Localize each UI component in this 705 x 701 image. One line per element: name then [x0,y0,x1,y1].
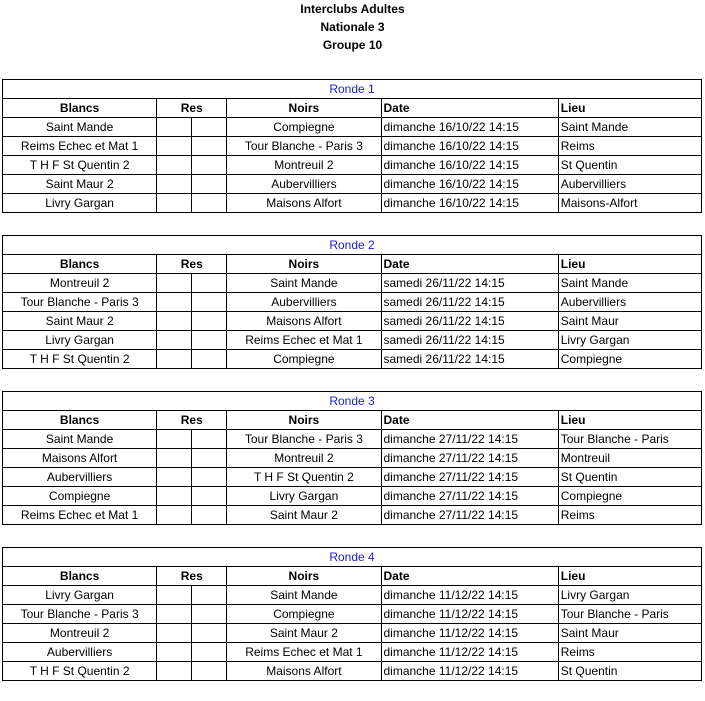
result-white-cell [157,506,192,525]
result-white-cell [157,118,192,137]
table-row [3,643,702,662]
result-white-cell [157,156,192,175]
result-black-cell [192,293,227,312]
result-white-cell [157,350,192,369]
result-black-cell [192,506,227,525]
table-row [3,137,702,156]
white-team-cell: Saint Maur 2 [3,312,157,331]
result-black-cell [192,643,227,662]
black-team-cell: Montreuil 2 [227,156,381,175]
table-row [3,430,702,449]
result-black-cell [192,118,227,137]
page-header [0,0,705,54]
table-row [3,194,702,213]
table-row [3,662,702,681]
venue-cell: Reims [558,137,701,156]
round-title: Ronde 3 [3,392,702,411]
venue-cell: Aubervilliers [558,293,701,312]
white-team-cell: T H F St Quentin 2 [3,662,157,681]
date-cell: samedi 26/11/22 14:15 [381,293,558,312]
column-header-noirs: Noirs [227,567,381,586]
white-team-cell: Reims Echec et Mat 1 [3,137,157,156]
round-2-table [2,235,702,369]
result-black-cell [192,350,227,369]
result-black-cell [192,331,227,350]
venue-cell: Tour Blanche - Paris [558,605,701,624]
column-header-blancs: Blancs [3,411,157,430]
result-black-cell [192,624,227,643]
column-header-lieu: Lieu [558,99,701,118]
table-row [3,175,702,194]
column-header-noirs: Noirs [227,411,381,430]
column-header-blancs: Blancs [3,99,157,118]
venue-cell: Reims [558,643,701,662]
table-row [3,605,702,624]
venue-cell: Tour Blanche - Paris [558,430,701,449]
schedule-table [2,391,702,525]
venue-cell: Saint Mande [558,118,701,137]
round-4-table [2,547,702,681]
result-black-cell [192,274,227,293]
table-row [3,487,702,506]
date-cell: dimanche 11/12/22 14:15 [381,643,558,662]
result-white-cell [157,194,192,213]
result-white-cell [157,293,192,312]
round-3-table [2,391,702,525]
white-team-cell: Montreuil 2 [3,624,157,643]
venue-cell: St Quentin [558,156,701,175]
black-team-cell: Reims Echec et Mat 1 [227,331,381,350]
result-white-cell [157,586,192,605]
result-white-cell [157,430,192,449]
white-team-cell: Saint Mande [3,430,157,449]
venue-cell: Aubervilliers [558,175,701,194]
result-white-cell [157,137,192,156]
white-team-cell: Livry Gargan [3,194,157,213]
black-team-cell: Saint Maur 2 [227,506,381,525]
result-black-cell [192,487,227,506]
black-team-cell: Saint Mande [227,586,381,605]
white-team-cell: Livry Gargan [3,331,157,350]
date-cell: dimanche 11/12/22 14:15 [381,586,558,605]
venue-cell: Saint Maur [558,312,701,331]
white-team-cell: Livry Gargan [3,586,157,605]
venue-cell: Montreuil [558,449,701,468]
result-black-cell [192,156,227,175]
result-white-cell [157,605,192,624]
venue-cell: Livry Gargan [558,586,701,605]
round-title: Ronde 4 [3,548,702,567]
column-header-lieu: Lieu [558,411,701,430]
white-team-cell: T H F St Quentin 2 [3,156,157,175]
result-black-cell [192,586,227,605]
black-team-cell: Reims Echec et Mat 1 [227,643,381,662]
column-header-row [3,567,702,586]
white-team-cell: Tour Blanche - Paris 3 [3,605,157,624]
black-team-cell: Compiegne [227,605,381,624]
column-header-blancs: Blancs [3,255,157,274]
white-team-cell: Aubervilliers [3,643,157,662]
column-header-lieu: Lieu [558,255,701,274]
table-row [3,331,702,350]
date-cell: dimanche 16/10/22 14:15 [381,137,558,156]
date-cell: samedi 26/11/22 14:15 [381,350,558,369]
table-row [3,118,702,137]
column-header-lieu: Lieu [558,567,701,586]
column-header-res: Res [157,255,227,274]
round-title-row [3,80,702,99]
column-header-date: Date [381,99,558,118]
black-team-cell: Compiegne [227,350,381,369]
black-team-cell: Saint Maur 2 [227,624,381,643]
black-team-cell: Tour Blanche - Paris 3 [227,137,381,156]
date-cell: samedi 26/11/22 14:15 [381,312,558,331]
column-header-date: Date [381,255,558,274]
date-cell: dimanche 16/10/22 14:15 [381,175,558,194]
schedule-table [2,235,702,369]
black-team-cell: T H F St Quentin 2 [227,468,381,487]
white-team-cell: Saint Maur 2 [3,175,157,194]
black-team-cell: Aubervilliers [227,293,381,312]
date-cell: dimanche 27/11/22 14:15 [381,487,558,506]
date-cell: samedi 26/11/22 14:15 [381,274,558,293]
black-team-cell: Saint Mande [227,274,381,293]
black-team-cell: Maisons Alfort [227,194,381,213]
round-title: Ronde 2 [3,236,702,255]
table-row [3,350,702,369]
date-cell: samedi 26/11/22 14:15 [381,331,558,350]
result-white-cell [157,274,192,293]
result-white-cell [157,487,192,506]
date-cell: dimanche 11/12/22 14:15 [381,624,558,643]
table-row [3,586,702,605]
white-team-cell: Montreuil 2 [3,274,157,293]
table-row [3,624,702,643]
result-white-cell [157,449,192,468]
table-row [3,506,702,525]
venue-cell: Reims [558,506,701,525]
result-white-cell [157,312,192,331]
division-title: Nationale 3 [320,20,385,34]
table-row [3,468,702,487]
column-header-res: Res [157,567,227,586]
table-row [3,449,702,468]
venue-cell: Saint Maur [558,624,701,643]
table-row [3,274,702,293]
black-team-cell: Aubervilliers [227,175,381,194]
result-white-cell [157,662,192,681]
white-team-cell: Maisons Alfort [3,449,157,468]
black-team-cell: Livry Gargan [227,487,381,506]
schedule-table [2,79,702,213]
result-black-cell [192,430,227,449]
column-header-date: Date [381,411,558,430]
date-cell: dimanche 27/11/22 14:15 [381,506,558,525]
result-black-cell [192,137,227,156]
column-header-noirs: Noirs [227,99,381,118]
column-header-row [3,255,702,274]
date-cell: dimanche 11/12/22 14:15 [381,662,558,681]
column-header-res: Res [157,99,227,118]
date-cell: dimanche 27/11/22 14:15 [381,430,558,449]
black-team-cell: Montreuil 2 [227,449,381,468]
black-team-cell: Tour Blanche - Paris 3 [227,430,381,449]
table-row [3,156,702,175]
result-black-cell [192,194,227,213]
result-white-cell [157,624,192,643]
date-cell: dimanche 27/11/22 14:15 [381,449,558,468]
round-title-row [3,548,702,567]
result-white-cell [157,331,192,350]
white-team-cell: T H F St Quentin 2 [3,350,157,369]
date-cell: dimanche 16/10/22 14:15 [381,156,558,175]
venue-cell: Saint Mande [558,274,701,293]
result-black-cell [192,175,227,194]
white-team-cell: Reims Echec et Mat 1 [3,506,157,525]
result-black-cell [192,605,227,624]
round-title: Ronde 1 [3,80,702,99]
table-row [3,293,702,312]
round-1-table [2,79,702,213]
venue-cell: St Quentin [558,662,701,681]
white-team-cell: Compiegne [3,487,157,506]
competition-title: Interclubs Adultes [300,2,405,16]
venue-cell: Maisons-Alfort [558,194,701,213]
white-team-cell: Saint Mande [3,118,157,137]
schedule-table [2,547,702,681]
white-team-cell: Tour Blanche - Paris 3 [3,293,157,312]
date-cell: dimanche 11/12/22 14:15 [381,605,558,624]
column-header-noirs: Noirs [227,255,381,274]
result-white-cell [157,175,192,194]
column-header-row [3,411,702,430]
column-header-date: Date [381,567,558,586]
round-title-row [3,236,702,255]
venue-cell: St Quentin [558,468,701,487]
venue-cell: Livry Gargan [558,331,701,350]
date-cell: dimanche 27/11/22 14:15 [381,468,558,487]
black-team-cell: Compiegne [227,118,381,137]
result-black-cell [192,312,227,331]
result-black-cell [192,468,227,487]
black-team-cell: Maisons Alfort [227,312,381,331]
round-title-row [3,392,702,411]
column-header-blancs: Blancs [3,567,157,586]
result-white-cell [157,643,192,662]
result-black-cell [192,449,227,468]
result-black-cell [192,662,227,681]
result-white-cell [157,468,192,487]
date-cell: dimanche 16/10/22 14:15 [381,118,558,137]
column-header-row [3,99,702,118]
group-title: Groupe 10 [322,38,383,52]
column-header-res: Res [157,411,227,430]
white-team-cell: Aubervilliers [3,468,157,487]
venue-cell: Compiegne [558,487,701,506]
venue-cell: Compiegne [558,350,701,369]
table-row [3,312,702,331]
date-cell: dimanche 16/10/22 14:15 [381,194,558,213]
black-team-cell: Maisons Alfort [227,662,381,681]
